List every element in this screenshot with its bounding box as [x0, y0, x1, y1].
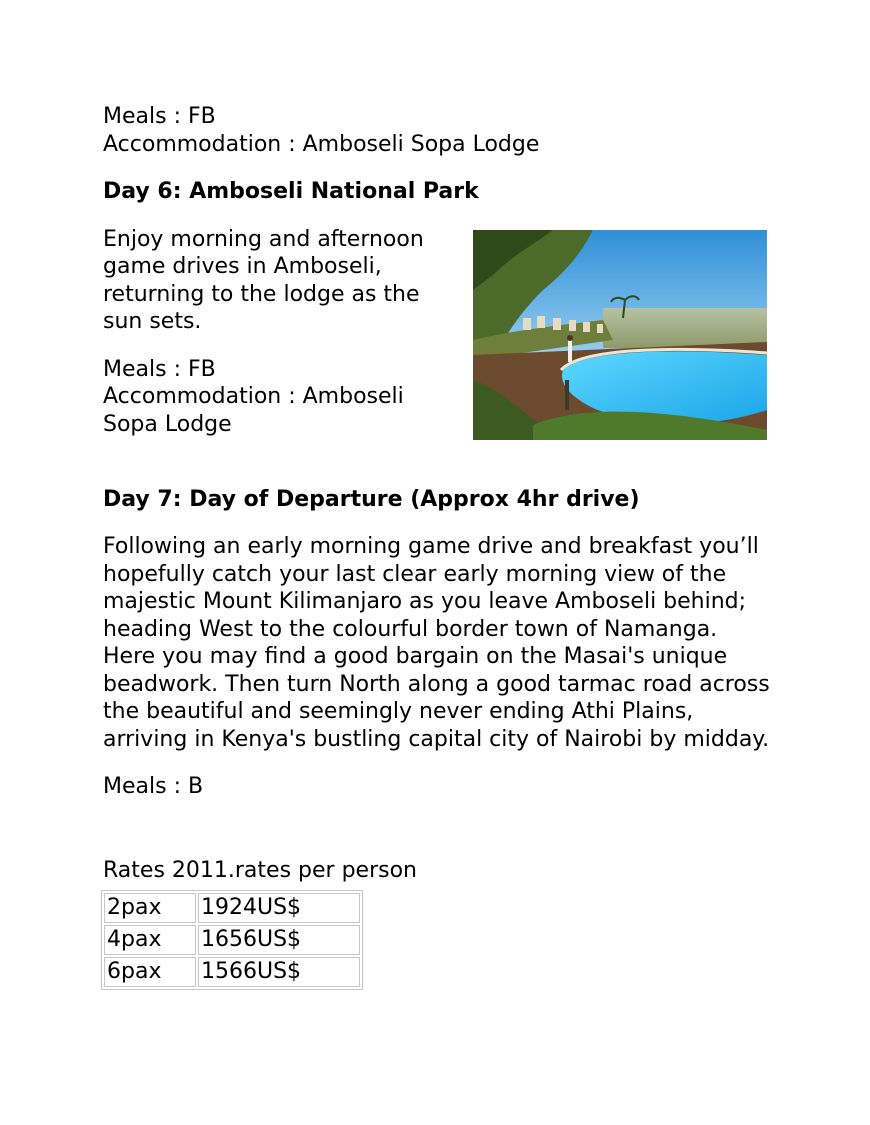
table-row — [104, 925, 360, 955]
table-row — [104, 957, 360, 987]
pax-cell: 6pax — [104, 957, 196, 987]
price-cell: 1924US$ — [198, 893, 360, 923]
day7-heading: Day 7: Day of Departure (Approx 4hr drive) — [103, 486, 640, 512]
rates-title: Rates 2011.rates per person — [103, 857, 417, 883]
pax-cell: 2pax — [104, 893, 196, 923]
day7-meals: Meals : B — [103, 774, 204, 799]
day6-heading: Day 6: Amboseli National Park — [103, 179, 479, 204]
price-cell: 1566US$ — [198, 957, 360, 987]
day6-description: Enjoy morning and afternoon game drives in Amboseli, returning to the lodge as the sun sets. — [103, 226, 424, 334]
top-meals: Meals : FB — [103, 104, 216, 129]
table-row — [104, 893, 360, 923]
top-info — [103, 103, 773, 158]
rates-table — [101, 890, 363, 990]
top-accommodation: Accommodation : Amboseli Sopa Lodge — [103, 131, 540, 157]
document-page — [103, 103, 773, 990]
day6-meals: Meals : FB — [103, 356, 216, 382]
lodge-pool-photo — [473, 230, 767, 440]
day6-text — [103, 226, 453, 439]
price-cell: 1656US$ — [198, 925, 360, 955]
pax-cell: 4pax — [104, 925, 196, 955]
day6-accommodation: Accommodation : Amboseli Sopa Lodge — [103, 384, 404, 437]
day7-description: Following an early morning game drive and breakfast you’ll hopefully catch your last clear early morning view of the majestic Mount Kilimanjaro as you leave Amboseli behind; heading West to the colourful border town of Namanga. Here you may find a good bargain on the Masai's unique beadwork. Then turn North along a good tarmac road across the beautiful and seemingly never ending Athi Plains, arriving in Kenya's bustling capital city of Nairobi by midday. — [103, 534, 770, 752]
day6-section — [103, 226, 773, 466]
